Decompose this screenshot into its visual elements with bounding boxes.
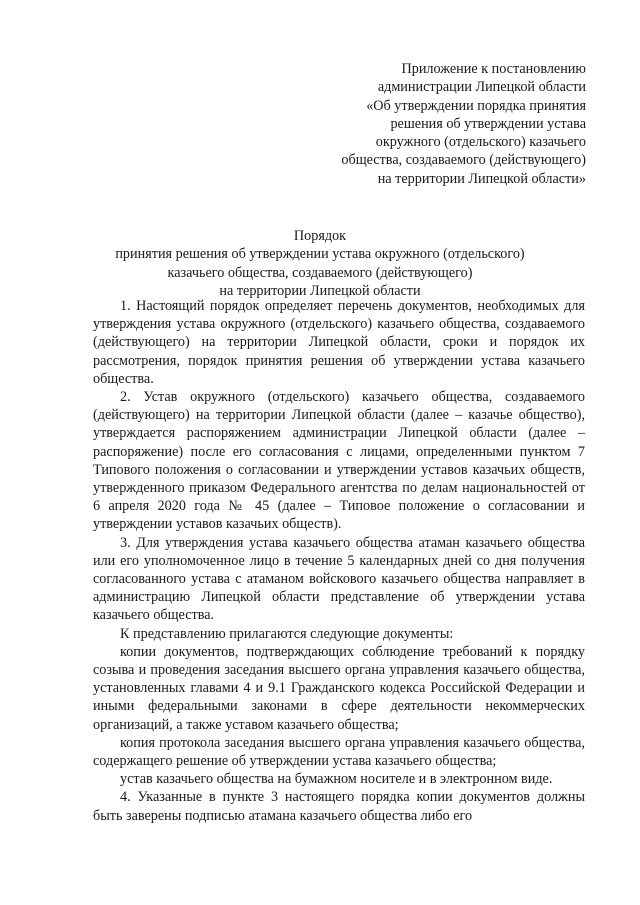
document-body [93, 297, 585, 825]
paragraph-4: 4. Указанные в пункте 3 настоящего порядка копии документов должны быть заверены подписью атамана казачьего общества либо его [93, 789, 585, 824]
appendix-line: «Об утверждении порядка принятия [366, 97, 586, 114]
appendix-line: общества, создаваемого (действующего) [341, 152, 586, 169]
title-heading: Порядок [293, 228, 347, 244]
attachments-intro: К представлению прилагаются следующие документы: [120, 625, 454, 642]
title-line: принятия решения об утверждении устава окружного (отдельского) [115, 246, 525, 263]
appendix-block [286, 60, 586, 188]
title-line: казачьего общества, создаваемого (действующего) [167, 264, 473, 281]
paragraph-2: 2. Устав окружного (отдельского) казачьего общества, создаваемого (действующего) на территории Липецкой области (далее – казачье общество), утверждается распоряжением администрации Липецкой области (далее – распоряжение) после его согласования с лицами, определенными пунктом 7 Типового положения о согласовании и утверждении уставов казачьих обществ, утвержденного приказом Федерального агентства по делам национальностей от 6 апреля 2020 года № 45 (далее – Типовое положение о согласовании и утверждении уставов казачьих обществ). [93, 389, 585, 533]
appendix-line: окружного (отдельского) казачьего [375, 134, 586, 151]
appendix-line: Приложение к постановлению [401, 61, 586, 77]
document-title [60, 227, 580, 300]
appendix-line: администрации Липецкой области [377, 79, 586, 96]
title-line: на территории Липецкой области [219, 282, 421, 299]
attachment-item-3: устав казачьего общества на бумажном носителе и в электронном виде. [120, 771, 553, 788]
paragraph-3: 3. Для утверждения устава казачьего общества атаман казачьего общества или его уполномоченное лицо в течение 5 календарных дней со дня получения согласованного устава с атаманом войскового казачьего общества направляет в администрацию Липецкой области представление об утверждении устава казачьего общества. [93, 534, 585, 624]
attachment-item-2: копия протокола заседания высшего органа управления казачьего общества, содержащего решение об утверждении устава казачьего общества; [93, 734, 585, 770]
paragraph-1: 1. Настоящий порядок определяет перечень документов, необходимых для утверждения устава окружного (отдельского) казачьего общества, создаваемого (действующего) на территории Липецкой области, сроки и порядок их рассмотрения, порядок принятия решения об утверждении устава казачьего общества. [93, 298, 585, 387]
attachment-item-1: копии документов, подтверждающих соблюдение требований к порядку созыва и проведения заседания высшего органа управления казачьего общества, установленных главами 4 и 9.1 Гражданского кодекса Российской Федерации и иными федеральными законами в сфере деятельности некоммерческих организаций, а также уставом казачьего общества; [93, 643, 585, 733]
appendix-line: на территории Липецкой области» [377, 170, 586, 187]
appendix-line: решения об утверждении устава [390, 115, 586, 132]
